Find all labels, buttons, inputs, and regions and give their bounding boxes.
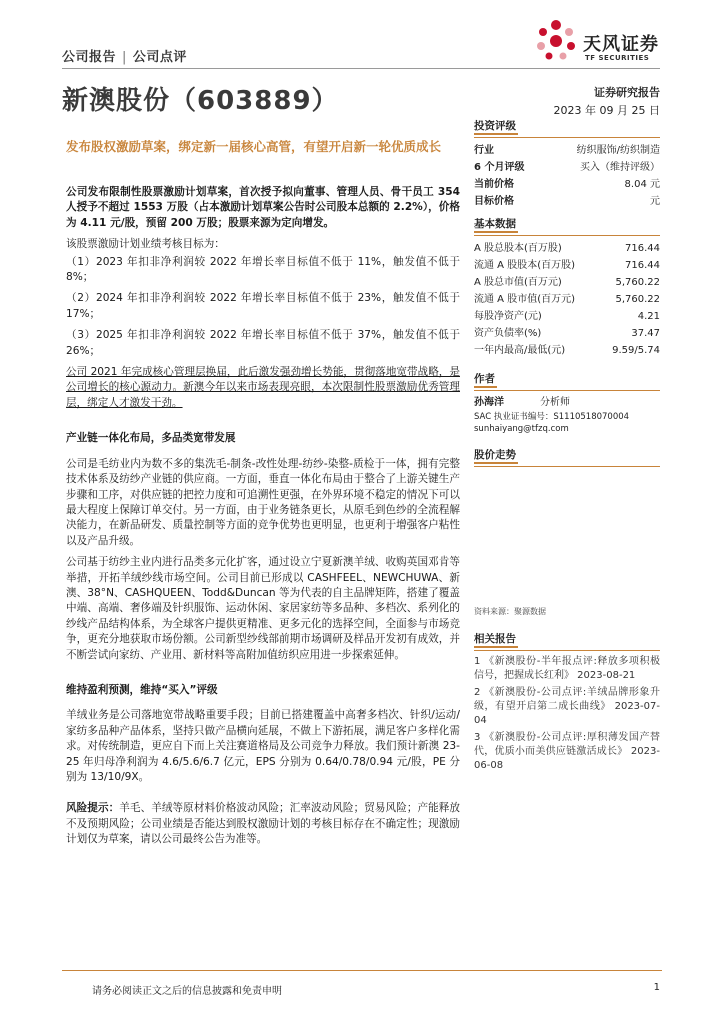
basic-data-row [474,291,660,308]
current-price-row [474,176,660,193]
header-divider [62,68,660,69]
related-report-item[interactable]: 2 《新澳股份-公司点评:羊绒品牌形象升级，有望开启第二成长曲线》 2023-07-04 [474,687,660,726]
basic-data-value: 716.44 [625,243,660,254]
basic-data-value: 4.21 [637,311,660,322]
related-report-item[interactable]: 1 《新澳股份-半年报点评:释放多项积极信号，把握成长红利》 2023-08-21 [474,656,660,681]
related-title-text: 相关报告 [474,631,518,648]
footer-disclaimer: 请务必阅读正文之后的信息披露和免责申明 [92,986,282,997]
brand-name-en: TF SECURITIES [585,54,650,62]
report-kind: 证券研究报告 [594,86,660,99]
basic-data-value: 716.44 [625,260,660,271]
author-title-text: 作者 [474,371,497,388]
current-price-label: 当前价格 [474,179,514,190]
basic-data-value: 9.59/5.74 [612,345,660,356]
industry-label: 行业 [474,145,494,156]
page-number: 1 [653,982,660,993]
report-type: 公司报告 [62,50,117,65]
section-title-forecast: 维持盈利预测，维持“买入”评级 [66,683,218,696]
stock-trend-title-text: 股价走势 [474,447,518,464]
brand-name: 天风证券 [583,34,659,55]
industry-row [474,142,660,159]
stock-trend-section-title [474,447,660,467]
related-reports-list [474,655,660,773]
current-price-value: 8.04 元 [624,179,660,190]
targets-intro: 该股票激励计划业绩考核目标为： [66,238,225,251]
industry-value: 纺织服饰/纺织制造 [576,145,660,156]
stock-trend-chart-area [474,471,660,606]
risk-label: 风险提示： [66,802,120,815]
basic-data-row [474,274,660,291]
industry-chain-paragraph: 公司是毛纺业内为数不多的集洗毛-制条-改性处理-纺纱-染整-质检于一体，拥有完整技术体系及纺纱产业链的供应商。一方面，垂直一体化布局由于整合了上游关键生产步骤和工序，对供应链的把控力度和可追溯性更强，在外界环境不稳定的情况下可以最大程度上保障订单交付。另一方面，由于业务链条更长，从原毛到色纱的全流程解决能力，在新品研发、质量控制等方面的竞争优势也更明显，也更利于增强客户粘性以及产品升级。 [66,457,460,547]
analyst-line [474,395,660,411]
brand-matrix-paragraph: 公司基于纺纱主业内进行品类多元化扩客，通过设立宁夏新澳羊绒、收购英国邓肯等举措，开拓羊绒纱线市场空间。公司目前已形成以 CASHFEEL、NEWCHUWA、新澳、38°N、CASHQUEEN、Todd&Duncan 等为代表的自主品牌矩阵，搭建了覆盖中端、高端、奢侈端及针织服饰、运动休闲、家居家纺等多品种、多档次、系列化的纱线产品结构体系，为全球客户提供更精准、更多元化的选择空间，全面参与市场竞争，更充分地获取市场份额。公司新型纱线部前期市场调研及样品开发初有成效，并不断尝试向家纺、产业用、新材料等高附加值纺织应用进一步探索延伸。 [66,556,460,661]
six-month-value: 买入（维持评级） [580,162,660,173]
section-title-industry-chain: 产业链一体化布局，多品类宽带发展 [66,432,236,445]
rating-title-text: 投资评级 [474,118,518,135]
target-2024: （2）2024 年扣非净利润较 2022 年增长率目标值不低于 23%，触发值不低于 17%； [66,292,460,320]
six-month-label: 6 个月评级 [474,162,525,173]
summary-paragraph: 公司 2021 年完成核心管理层换届，此后激发强劲增长势能，贯彻落地宽带战略，是公司增长的核心源动力。新澳今年以来市场表现亮眼，本次限制性股票激励优秀管理层，绑定人才激发干劲。 [66,366,460,409]
analyst-license: SAC 执业证书编号：S1110518070004 [474,412,630,422]
analyst-role: 分析师 [540,397,570,408]
footer-divider [62,970,662,971]
author-section-title [474,371,660,391]
six-month-rating-row [474,159,660,176]
brand-logo [533,16,673,66]
main-content [66,185,460,854]
target-price-label: 目标价格 [474,196,514,207]
target-price-value: 元 [650,196,660,207]
forecast-paragraph: 羊绒业务是公司落地宽带战略重要手段；目前已搭建覆盖中高奢多档次、针织/运动/家纺多品种产品体系，坚持只做产品横向延展，不做上下游拓展，满足客户多样化需求。对传统制造，更应自下而上关注赛道格局及公司竞争力释放。我们预计新澳 23-25 年归母净利润为 4.6/5.6/6.7 亿元，EPS 分别为 0.64/0.78/0.94 元/股，PE 分别为 13/10/9X。 [66,709,460,783]
basic-data-section-title [474,216,660,236]
related-section-title [474,631,660,651]
basic-data-row [474,325,660,342]
basic-data-row [474,308,660,325]
target-price-row [474,193,660,210]
basic-data-label: 流通 A 股股本(百万股) [474,260,576,271]
target-2025: （3）2025 年扣非净利润较 2022 年增长率目标值不低于 37%，触发值不低于 26%； [66,329,460,357]
analyst-name: 孙海洋 [474,397,504,408]
basic-data-row [474,240,660,257]
basic-data-label: 资产负债率(%) [474,328,542,339]
target-2023: （1）2023 年扣非净利润较 2022 年增长率目标值不低于 11%，触发值不低于 8%； [66,255,460,284]
basic-data-label: A 股总市值(百万元) [474,277,562,288]
basic-data-value: 5,760.22 [615,277,660,288]
risk-text: 羊毛、羊绒等原材料价格波动风险；汇率波动风险；贸易风险；产能释放不及预期风险；公司业绩是否能达到股权激励计划的考核目标存在不确定性；现激励计划仅为草案，请以公司最终公告为准等。 [66,802,461,846]
intro-paragraph: 公司发布限制性股票激励计划草案，首次授予拟向董事、管理人员、骨干员工 354 人授予不超过 1553 万股（占本激励计划草案公告时公司股本总额的 2.2%），价格为 4.11 元/股，预留 200 万股；股票来源为定向增发。 [66,186,460,229]
basic-data-label: 一年内最高/最低(元) [474,345,566,356]
basic-data-label: A 股总股本(百万股) [474,243,562,254]
rating-section-title [474,118,660,138]
basic-data-label: 每股净资产(元) [474,311,542,322]
basic-data-title-text: 基本数据 [474,216,518,233]
tf-logo-icon [533,16,579,62]
company-title: 新澳股份（603889） [62,86,339,116]
report-headline: 发布股权激励草案，绑定新一届核心高管，有望开启新一轮优质成长 [66,139,442,154]
report-category [62,46,187,65]
basic-data-row [474,342,660,359]
report-date: 2023 年 09 月 25 日 [553,104,660,117]
risk-paragraph [66,801,460,847]
analyst-email[interactable]: sunhaiyang@tfzq.com [474,424,569,434]
basic-data-value: 37.47 [631,328,660,339]
sidebar [474,118,660,776]
header-separator: | [122,50,127,65]
related-report-item[interactable]: 3 《新澳股份-公司点评:厚积薄发国产替代，优质小而美供应链激活成长》 2023-06-08 [474,732,660,771]
basic-data-row [474,257,660,274]
basic-data-value: 5,760.22 [615,294,660,305]
basic-data-label: 流通 A 股市值(百万元) [474,294,576,305]
report-subtype: 公司点评 [132,50,187,65]
data-source: 资料来源：聚源数据 [474,607,546,616]
